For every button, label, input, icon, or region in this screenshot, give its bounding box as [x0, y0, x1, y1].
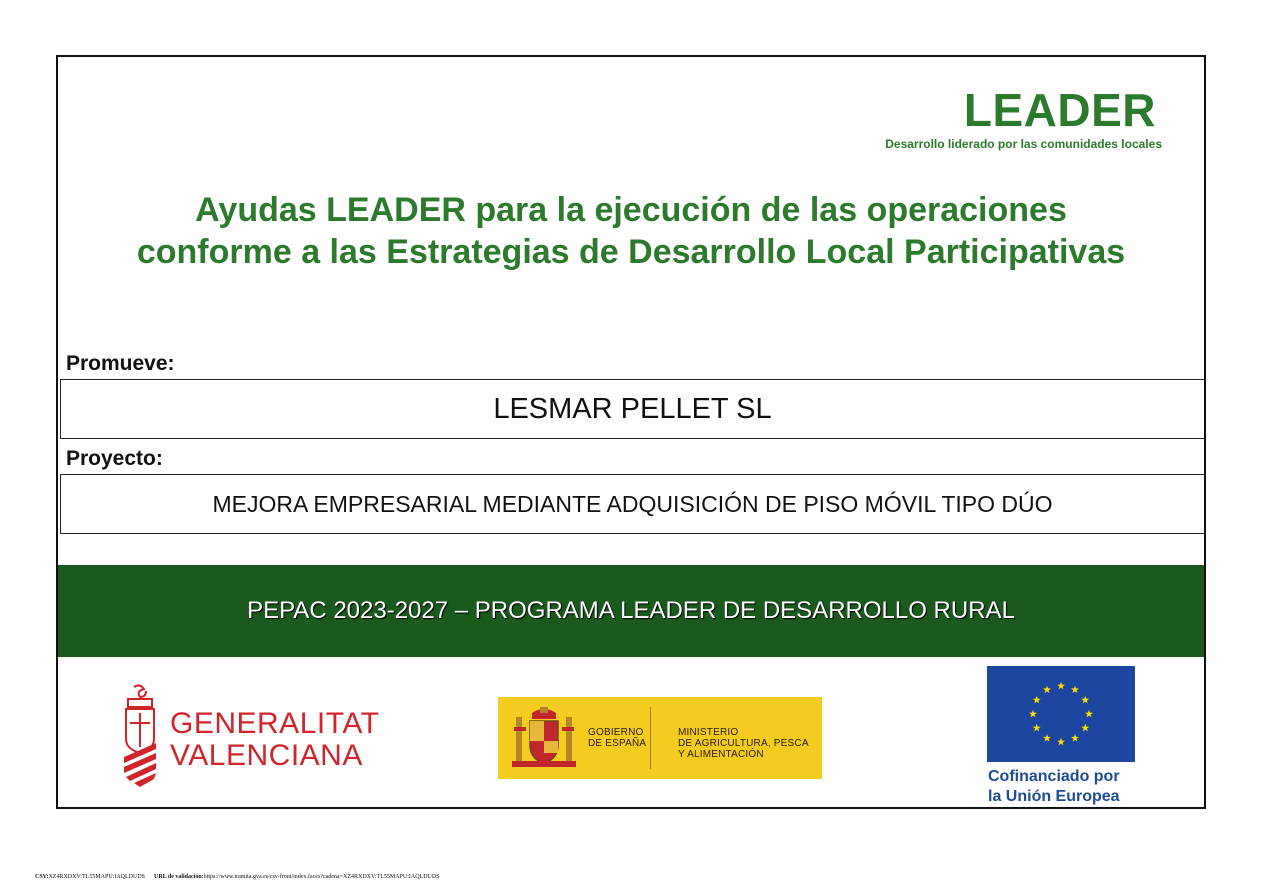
proyecto-label: Proyecto: [66, 447, 163, 470]
eu-star [1043, 686, 1051, 694]
eu-star [1033, 724, 1041, 732]
program-band [58, 565, 1204, 657]
gobierno-line-2: DE ESPAÑA [588, 738, 647, 749]
leader-logo-subtitle: Desarrollo liderado por las comunidades locales [885, 137, 1162, 151]
main-title-line-1: Ayudas LEADER para la ejecución de las operaciones [195, 191, 1067, 229]
eu-star [1033, 696, 1041, 704]
eu-star [1057, 682, 1065, 690]
eu-star [1081, 696, 1089, 704]
leader-logo-title: LEADER [963, 84, 1156, 136]
generalitat-valenciana-logo [120, 683, 380, 789]
generalitat-line-2: VALENCIANA [170, 739, 363, 772]
promueve-label: Promueve: [66, 352, 175, 375]
promueve-box [60, 379, 1204, 439]
eu-star [1043, 734, 1051, 742]
program-band-text: PEPAC 2023-2027 – PROGRAMA LEADER DE DESARROLLO RURAL [247, 597, 1015, 624]
proyecto-box [60, 474, 1204, 534]
eu-star [1057, 738, 1065, 746]
main-title [58, 189, 1204, 273]
leader-poster [56, 55, 1206, 809]
csv-value: XZ4RXDXV:TL55MAPU:IAQLDUDS [48, 874, 146, 880]
eu-caption [988, 767, 1120, 807]
eu-star [1071, 686, 1079, 694]
ministerio-line-3: Y ALIMENTACIÓN [678, 749, 764, 760]
validation-footer [35, 874, 440, 880]
eu-flag [987, 666, 1135, 762]
promueve-value: LESMAR PELLET SL [493, 392, 772, 425]
url-label: URL de validación: [154, 874, 204, 880]
eu-star [1029, 710, 1037, 718]
ministerio-line-2: DE AGRICULTURA, PESCA [678, 738, 809, 749]
csv-label: CSV: [35, 874, 49, 880]
gobierno-line-1: GOBIERNO [588, 727, 644, 738]
spain-coat-of-arms-icon [512, 707, 576, 769]
generalitat-emblem-icon [120, 683, 160, 789]
gobierno-divider [650, 707, 651, 769]
eu-star [1071, 734, 1079, 742]
eu-caption-line-1: Cofinanciado por [988, 768, 1120, 785]
main-title-line-2: conforme a las Estrategias de Desarrollo Local Participativas [136, 233, 1126, 271]
url-value: https://www.tramita.gva.es/csv-front/index.faces?cadena=XZ4RXDXV:TL55MAPU:IAQLDUDS [203, 874, 440, 880]
proyecto-value: MEJORA EMPRESARIAL MEDIANTE ADQUISICIÓN DE PISO MÓVIL TIPO DÚO [212, 490, 1053, 517]
eu-caption-line-2: la Unión Europea [988, 788, 1120, 805]
eu-stars-icon [987, 666, 1135, 762]
eu-star [1081, 724, 1089, 732]
generalitat-line-1: GENERALITAT [170, 707, 380, 740]
ministerio-line-1: MINISTERIO [678, 727, 739, 738]
eu-star [1085, 710, 1093, 718]
gobierno-espana-logo [498, 697, 822, 779]
